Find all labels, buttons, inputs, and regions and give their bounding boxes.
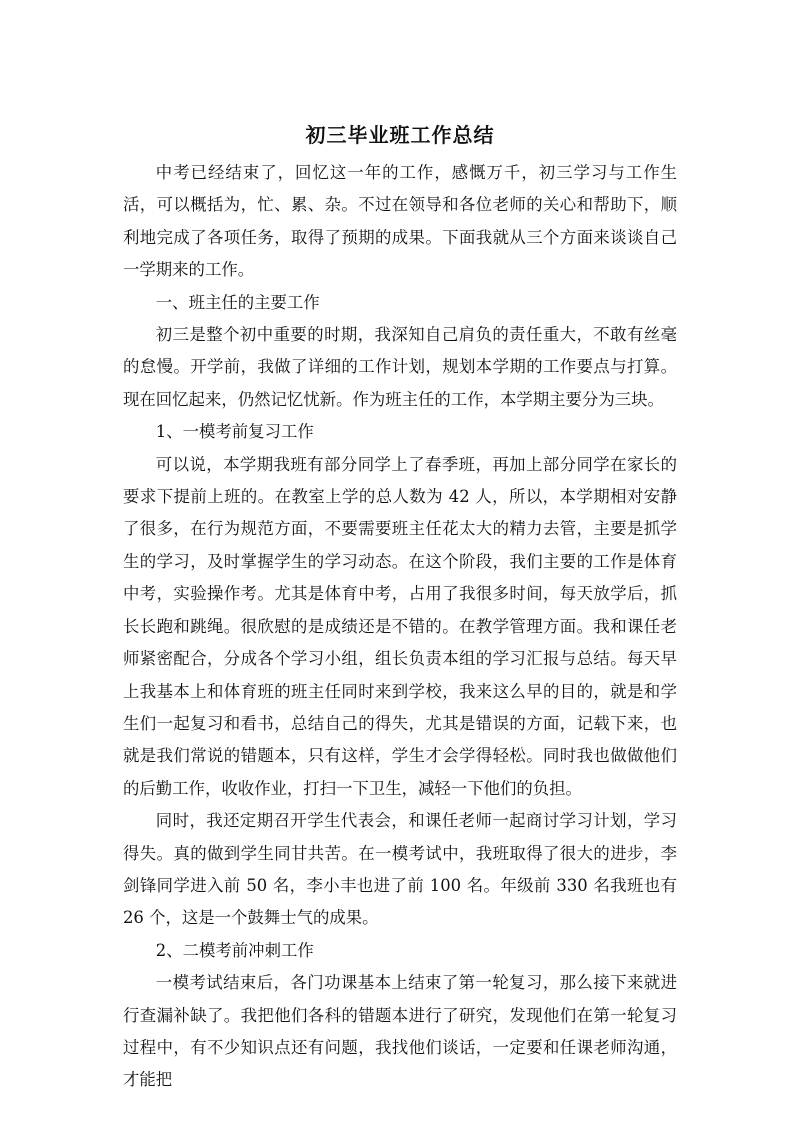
student-meeting-paragraph: 同时，我还定期召开学生代表会，和课任老师一起商讨学习计划，学习得失。真的做到学生同甘共苦。在一模考试中，我班取得了很大的进步，李剑锋同学进入前 50 名，李小丰也进了前 100 名。年级前 330 名我班也有 26 个，这是一个鼓舞士气的成果。 [123,811,677,928]
section-intro-paragraph: 初三是整个初中重要的时期，我深知自己肩负的责任重大，不敢有丝毫的怠慢。开学前，我做了详细的工作计划，规划本学期的工作要点与打算。现在回忆起来，仍然记忆忧新。作为班主任的工作，本学期主要分为三块。 [123,325,677,409]
document-title: 初三毕业班工作总结 [305,123,495,147]
subsection-heading-first-mock-review: 1、一模考前复习工作 [155,422,314,442]
subsection-heading-second-mock-sprint: 2、二模考前冲刺工作 [155,940,314,960]
intro-paragraph: 中考已经结束了，回忆这一年的工作，感慨万千，初三学习与工作生活，可以概括为，忙、累、杂。不过在领导和各位老师的关心和帮助下，顺利地完成了各项任务，取得了预期的成果。下面我就从三个方面来谈谈自己一学期来的工作。 [123,163,677,280]
first-mock-review-paragraph: 可以说，本学期我班有部分同学上了春季班，再加上部分同学在家长的要求下提前上班的。在教室上学的总人数为 42 人，所以，本学期相对安静了很多，在行为规范方面，不要需要班主任花太大的精力去管，主要是抓学生的学习，及时掌握学生的学习动态。在这个阶段，我们主要的工作是体育中考，实验操作考。尤其是体育中考，占用了我很多时间，每天放学后，抓长长跑和跳绳。很欣慰的是成绩还是不错的。在教学管理方面。我和课任老师紧密配合，分成各个学习小组，组长负责本组的学习汇报与总结。每天早上我基本上和体育班的班主任同时来到学校，我来这么早的目的，就是和学生们一起复习和看书，总结自己的得失，尤其是错误的方面，记载下来，也就是我们常说的错题本，只有这样，学生才会学得轻松。同时我也做做他们的后勤工作，收收作业，打扫一下卫生，减轻一下他们的负担。 [123,454,677,798]
second-mock-sprint-paragraph: 一模考试结束后，各门功课基本上结束了第一轮复习，那么接下来就进行查漏补缺了。我把他们各科的错题本进行了研究，发现他们在第一轮复习过程中，有不少知识点还有问题，我找他们谈话，一定要和任课老师沟通，才能把 [123,973,677,1090]
section-heading-head-teacher-work: 一、班主任的主要工作 [155,292,320,312]
